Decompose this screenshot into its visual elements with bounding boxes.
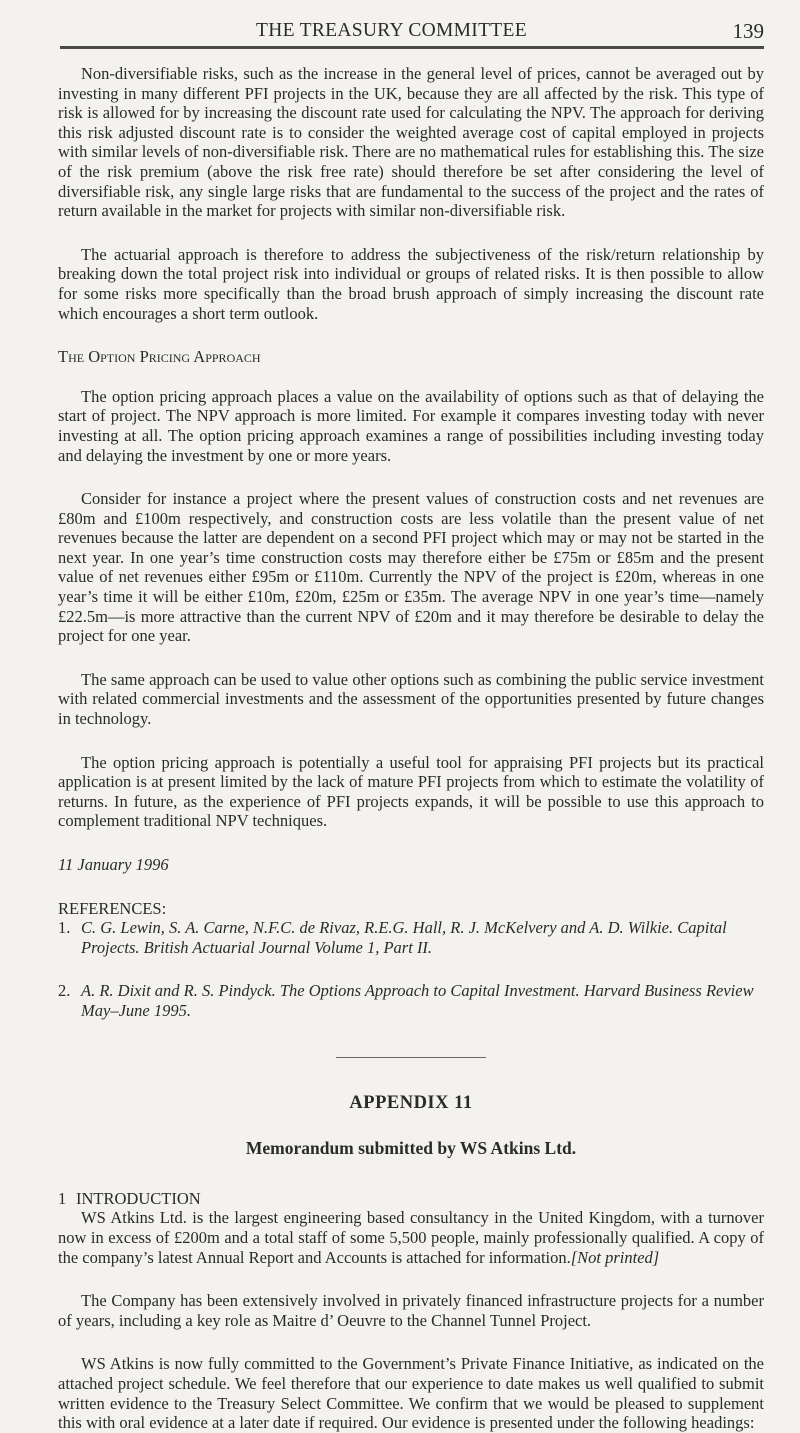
paragraph-actuarial-approach: The actuarial approach is therefore to address the subjectiveness of the risk/return relationship by breaking down the total project risk into individual or groups of related risks. It is then possible to allow for some risks more specifically than the broad brush approach of simply increasing the discount rate which encourages a short term outlook. (58, 244, 764, 323)
paragraph-option-pricing-limits: The option pricing approach is potentially a useful tool for appraising PFI projects but its practical application is at present limited by the lack of mature PFI projects from which to estimate the volatility of returns. In future, as the experience of PFI projects expands, it will be possible to use this approach to complement traditional NPV techniques. (58, 752, 764, 831)
paragraph-atkins-pfi: WS Atkins is now fully committed to the Government’s Private Finance Initiative, as indicated on the attached project schedule. We feel therefore that our experience to date makes us well qualified to submit written evidence to the Treasury Select Committee. We confirm that we would be pleased to supplement this with oral evidence at a later date if required. Our evidence is presented under the following headings: (58, 1354, 764, 1433)
section-heading-option-pricing: The Option Pricing Approach (58, 347, 261, 367)
reference-text: A. R. Dixit and R. S. Pindyck. The Options Approach to Capital Investment. Harvard Business Review May–June 1995. (81, 981, 754, 1020)
paragraph-atkins-intro-text: WS Atkins Ltd. is the largest engineering based consultancy in the United Kingdom, with a turnover now in excess of £200m and a total staff of some 5,500 people, mainly professionally qualified. A copy of the company’s latest Annual Report and Accounts is attached for information. (58, 1208, 764, 1267)
paragraph-option-pricing-intro: The option pricing approach places a value on the availability of options such as that of delaying the start of project. The NPV approach is more limited. For example it compares investing today with never investing at all. The option pricing approach examines a range of possibilities including investing today and delaying the investment by one or more years. (58, 386, 764, 465)
appendix-title: APPENDIX 11 (349, 1092, 473, 1113)
memorandum-title: Memorandum submitted by WS Atkins Ltd. (245, 1138, 577, 1159)
reference-number: 1. (58, 918, 71, 938)
reference-item (58, 918, 764, 957)
reference-number: 2. (58, 981, 71, 1001)
paragraph-non-diversifiable-risks: Non-diversifiable risks, such as the increase in the general level of prices, cannot be averaged out by investing in many different PFI projects in the UK, because they are all affected by the risk. This type of risk is allowed for by increasing the discount rate used for calculating the NPV. The approach for deriving this risk adjusted discount rate is to consider the weighted average cost of capital employed in projects with similar levels of non-diversifiable risk. There are no mathematical rules for establishing this. The size of the risk premium (above the risk free rate) should therefore be set after considering the level of diversifiable risk, any single large risks that are fundamental to the success of the project and the rates of return available in the market for projects with similar non-diversifiable risk. (58, 64, 764, 221)
running-header (58, 16, 764, 44)
paragraph-atkins-intro (58, 1208, 764, 1267)
section-title: INTRODUCTION (76, 1188, 201, 1208)
reference-item (58, 981, 764, 1020)
header-rule (60, 46, 764, 49)
paragraph-other-options: The same approach can be used to value other options such as combining the public service investment with related commercial investments and the assessment of the opportunities presented by future changes in technology. (58, 669, 764, 729)
section-number: 1 (58, 1188, 67, 1208)
page-number: 139 (732, 19, 764, 43)
paragraph-atkins-experience: The Company has been extensively involved in privately financed infrastructure projects for a number of years, including a key role as Maitre d’ Oeuvre to the Channel Tunnel Project. (58, 1291, 764, 1330)
header-title: THE TREASURY COMMITTEE (256, 20, 527, 41)
reference-text: C. G. Lewin, S. A. Carne, N.F.C. de Rivaz, R.E.G. Hall, R. J. McKelvery and A. D. Wilkie. Capital Projects. British Actuarial Journal Volume 1, Part II. (81, 918, 727, 957)
not-printed-note: [Not printed] (570, 1247, 660, 1267)
memo-date: 11 January 1996 (58, 855, 169, 874)
references-heading: REFERENCES: (58, 898, 167, 918)
body-text (58, 64, 764, 1433)
paragraph-option-pricing-example: Consider for instance a project where the present values of construction costs and net revenues are £80m and £100m respectively, and construction costs are less volatile than the present value of net revenues because the latter are dependent on a second PFI project which may or may not be started in the next year. In one year’s time construction costs may therefore either be £75m or £85m and the present value of net revenues either £95m or £110m. Currently the NPV of the project is £20m, whereas in one year’s time it will be either £10m, £20m, £25m or £35m. The average NPV in one year’s time—namely £22.5m—is more attractive than the current NPV of £20m and it may therefore be desirable to delay the project for one year. (58, 489, 764, 646)
introduction-heading (58, 1189, 764, 1209)
